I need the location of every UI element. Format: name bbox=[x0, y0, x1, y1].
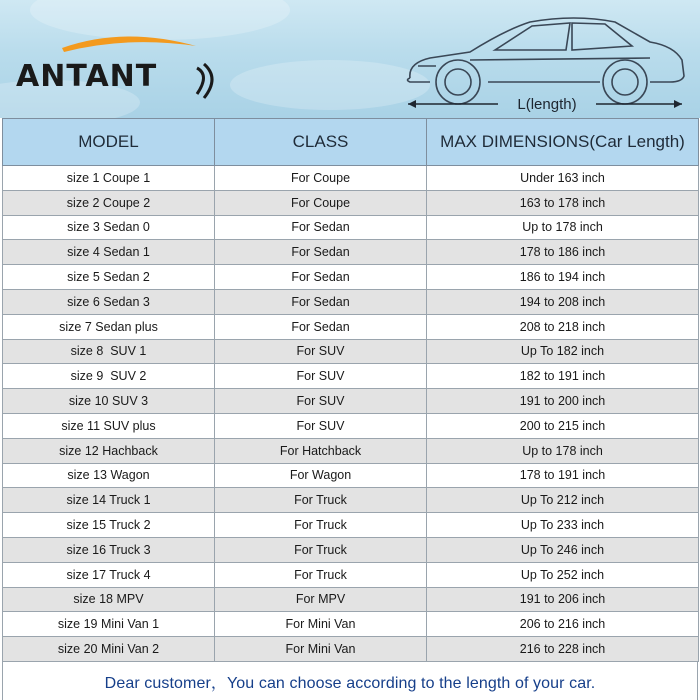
table-row bbox=[3, 240, 699, 265]
table-row bbox=[3, 537, 699, 562]
cell-class: For MPV bbox=[215, 587, 427, 612]
cell-class: For Sedan bbox=[215, 314, 427, 339]
cell-model: size 6 Sedan 3 bbox=[3, 289, 215, 314]
column-header-max-dimensions: MAX DIMENSIONS(Car Length) bbox=[427, 119, 699, 166]
table-row bbox=[3, 463, 699, 488]
column-header-model: MODEL bbox=[3, 119, 215, 166]
logo-text: ANTANT bbox=[16, 59, 158, 94]
cell-model: size 3 Sedan 0 bbox=[3, 215, 215, 240]
cell-model: size 15 Truck 2 bbox=[3, 513, 215, 538]
cell-max-length: 186 to 194 inch bbox=[427, 265, 699, 290]
table-row bbox=[3, 314, 699, 339]
cell-max-length: Up To 182 inch bbox=[427, 339, 699, 364]
cell-model: size 11 SUV plus bbox=[3, 413, 215, 438]
table-row bbox=[3, 265, 699, 290]
cell-class: For Wagon bbox=[215, 463, 427, 488]
cell-max-length: 178 to 186 inch bbox=[427, 240, 699, 265]
table-row bbox=[3, 488, 699, 513]
cell-class: For Sedan bbox=[215, 265, 427, 290]
car-length-diagram bbox=[400, 8, 690, 118]
cell-max-length: Under 163 inch bbox=[427, 166, 699, 191]
cell-max-length: Up To 233 inch bbox=[427, 513, 699, 538]
cell-max-length: 182 to 191 inch bbox=[427, 364, 699, 389]
table-row bbox=[3, 289, 699, 314]
cell-model: size 8 SUV 1 bbox=[3, 339, 215, 364]
cell-max-length: 200 to 215 inch bbox=[427, 413, 699, 438]
cell-class: For Sedan bbox=[215, 289, 427, 314]
cell-max-length: 191 to 206 inch bbox=[427, 587, 699, 612]
column-header-class: CLASS bbox=[215, 119, 427, 166]
table-row bbox=[3, 513, 699, 538]
cell-class: For Truck bbox=[215, 537, 427, 562]
cell-class: For Truck bbox=[215, 488, 427, 513]
size-table bbox=[2, 118, 699, 662]
cell-model: size 1 Coupe 1 bbox=[3, 166, 215, 191]
cell-model: size 14 Truck 1 bbox=[3, 488, 215, 513]
logo-swoosh-icon bbox=[62, 36, 196, 52]
table-row bbox=[3, 364, 699, 389]
cell-class: For Sedan bbox=[215, 240, 427, 265]
cell-class: For SUV bbox=[215, 364, 427, 389]
cell-class: For Truck bbox=[215, 513, 427, 538]
size-chart bbox=[2, 118, 698, 662]
cell-class: For Truck bbox=[215, 562, 427, 587]
logo-arc-icon bbox=[197, 68, 204, 94]
cell-model: size 12 Hachback bbox=[3, 438, 215, 463]
cell-model: size 9 SUV 2 bbox=[3, 364, 215, 389]
table-row bbox=[3, 637, 699, 662]
cell-model: size 19 Mini Van 1 bbox=[3, 612, 215, 637]
cell-class: For Coupe bbox=[215, 190, 427, 215]
table-row bbox=[3, 587, 699, 612]
cell-class: For Mini Van bbox=[215, 637, 427, 662]
cell-max-length: 163 to 178 inch bbox=[427, 190, 699, 215]
cell-max-length: Up To 212 inch bbox=[427, 488, 699, 513]
cell-model: size 13 Wagon bbox=[3, 463, 215, 488]
footer-note: Dear customer，You can choose according to the length of your car. bbox=[2, 662, 698, 700]
cell-model: size 7 Sedan plus bbox=[3, 314, 215, 339]
table-row bbox=[3, 389, 699, 414]
cell-model: size 5 Sedan 2 bbox=[3, 265, 215, 290]
cell-model: size 17 Truck 4 bbox=[3, 562, 215, 587]
cell-class: For Coupe bbox=[215, 166, 427, 191]
cell-model: size 20 Mini Van 2 bbox=[3, 637, 215, 662]
cell-max-length: 194 to 208 inch bbox=[427, 289, 699, 314]
cell-model: size 4 Sedan 1 bbox=[3, 240, 215, 265]
cell-max-length: 191 to 200 inch bbox=[427, 389, 699, 414]
cell-max-length: Up To 252 inch bbox=[427, 562, 699, 587]
cell-max-length: Up To 246 inch bbox=[427, 537, 699, 562]
cell-model: size 16 Truck 3 bbox=[3, 537, 215, 562]
cell-max-length: Up to 178 inch bbox=[427, 215, 699, 240]
cell-class: For SUV bbox=[215, 339, 427, 364]
table-row bbox=[3, 215, 699, 240]
table-row bbox=[3, 190, 699, 215]
cell-model: size 18 MPV bbox=[3, 587, 215, 612]
table-row bbox=[3, 438, 699, 463]
table-row bbox=[3, 339, 699, 364]
cell-max-length: 208 to 218 inch bbox=[427, 314, 699, 339]
table-row bbox=[3, 562, 699, 587]
table-row bbox=[3, 166, 699, 191]
cell-model: size 2 Coupe 2 bbox=[3, 190, 215, 215]
cell-model: size 10 SUV 3 bbox=[3, 389, 215, 414]
cell-class: For Hatchback bbox=[215, 438, 427, 463]
length-label: L(length) bbox=[517, 96, 577, 113]
table-header-row bbox=[3, 119, 699, 166]
cell-class: For SUV bbox=[215, 413, 427, 438]
cell-max-length: 206 to 216 inch bbox=[427, 612, 699, 637]
cell-max-length: Up to 178 inch bbox=[427, 438, 699, 463]
table-row bbox=[3, 612, 699, 637]
table-body bbox=[3, 166, 699, 662]
header-banner bbox=[0, 0, 700, 118]
table-row bbox=[3, 413, 699, 438]
cell-max-length: 178 to 191 inch bbox=[427, 463, 699, 488]
logo-arc-icon bbox=[204, 64, 212, 98]
cell-max-length: 216 to 228 inch bbox=[427, 637, 699, 662]
cell-class: For Mini Van bbox=[215, 612, 427, 637]
cell-class: For SUV bbox=[215, 389, 427, 414]
brand-logo bbox=[14, 28, 224, 100]
cell-class: For Sedan bbox=[215, 215, 427, 240]
car-outline-icon bbox=[408, 18, 685, 104]
